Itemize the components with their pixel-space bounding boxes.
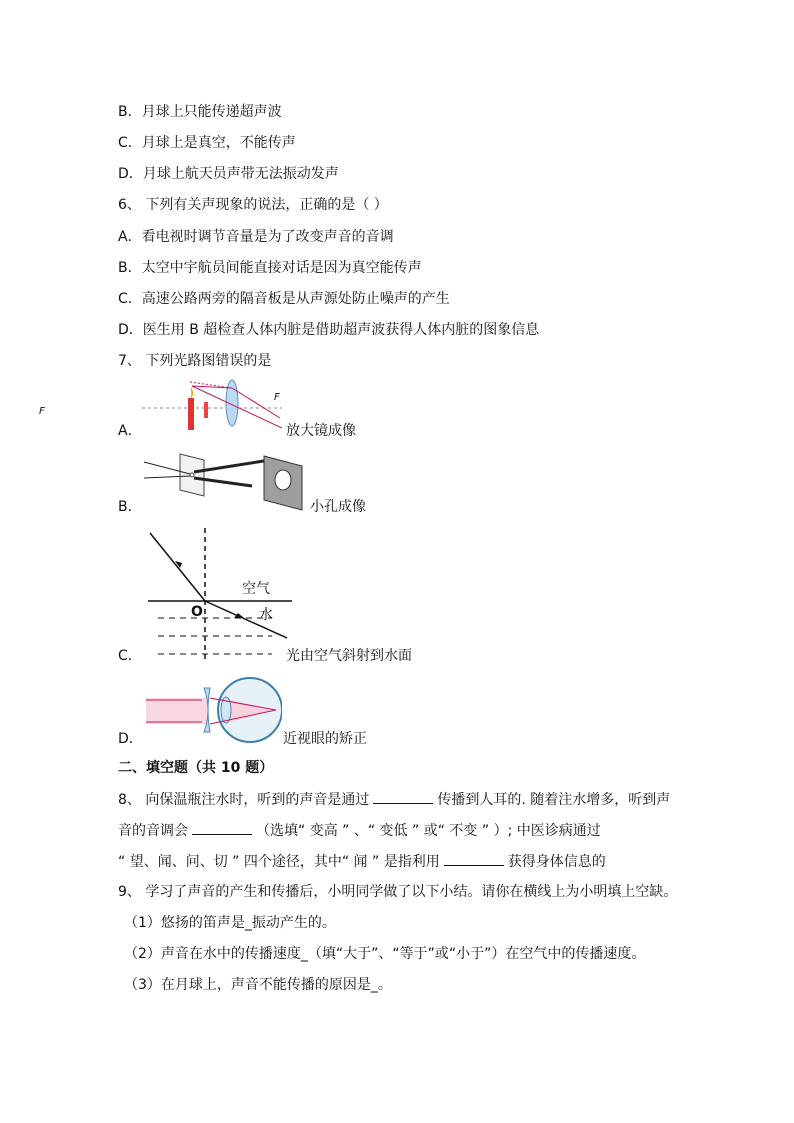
q8-line3-text-b: 获得身体信息的 [507, 854, 606, 870]
origin-label: O [191, 604, 203, 620]
q6-stem: 6、 下列有关声现象的说法，正确的是（ ） [118, 197, 388, 213]
blank-3 [444, 851, 504, 866]
q7-option-d-caption: 近视眼的矫正 [283, 731, 367, 747]
q9-item-1: （1）悠扬的笛声是_振动产生的。 [124, 915, 336, 931]
q5-option-c: C．月球上是真空，不能传声 [118, 135, 296, 151]
q9-item-3: （3）在月球上，声音不能传播的原因是_。 [124, 977, 392, 993]
q8-line1-text-a: 8、 向保温瓶注水时，听到的声音是通过 [118, 792, 370, 808]
q8-line2-text-a: 音的音调会 [118, 823, 188, 839]
q7-option-b-caption: 小孔成像 [310, 499, 366, 515]
magnifier-figure [142, 378, 282, 438]
q6-option-b: B．太空中宇航员间能直接对话是因为真空能传声 [118, 260, 422, 276]
q8-line3 [118, 851, 606, 872]
q6-option-c: C．高速公路两旁的隔音板是从声源处防止噪声的产生 [118, 291, 450, 307]
air-label: 空气 [242, 581, 270, 597]
focus-label-left: F [39, 406, 45, 417]
q8-line3-text-a: “ 望、闻、问、切 ” 四个途径，其中“ 闻 ” 是指利用 [118, 854, 440, 870]
q6-option-d: D．医生用 B 超检查人体内脏是借助超声波获得人体内脏的图象信息 [118, 322, 540, 338]
q7-option-a-caption: 放大镜成像 [286, 423, 356, 439]
focus-label-right: F [274, 392, 280, 403]
q8-line1 [118, 789, 670, 810]
q7-stem: 7、 下列光路图错误的是 [118, 353, 272, 369]
q7-option-b-letter: B． [118, 499, 142, 515]
q5-option-d: D．月球上航天员声带无法振动发声 [118, 166, 339, 182]
q6-option-a: A．看电视时调节音量是为了改变声音的音调 [118, 229, 394, 245]
q9-stem: 9、 学习了声音的产生和传播后，小明同学做了以下小结。请你在横线上为小明填上空缺。 [118, 884, 678, 900]
myopia-figure [146, 676, 282, 746]
q8-line2-text-b: （选填“ 变高 ” 、“ 变低 ” 或“ 不变 ” ）; 中医诊病通过 [256, 823, 601, 839]
q9-item-2: （2）声音在水中的传播速度_（填“大于”、“等于”或“小于”）在空气中的传播速度。 [124, 946, 646, 962]
q7-option-c-letter: C． [118, 648, 142, 664]
water-label: 水 [259, 607, 273, 623]
q8-line2 [118, 820, 601, 841]
pinhole-figure [142, 448, 312, 514]
q5-option-b: B．月球上只能传递超声波 [118, 104, 282, 120]
blank-2 [192, 820, 252, 835]
section-heading: 二、填空题（共 10 题） [118, 760, 274, 776]
blank-1 [373, 789, 433, 804]
q7-option-d-letter: D． [118, 731, 143, 747]
q7-option-a-letter: A． [118, 423, 142, 439]
q8-line1-text-b: 传播到人耳的. 随着注水增多，听到声 [437, 792, 671, 808]
q7-option-c-caption: 光由空气斜射到水面 [286, 648, 412, 664]
